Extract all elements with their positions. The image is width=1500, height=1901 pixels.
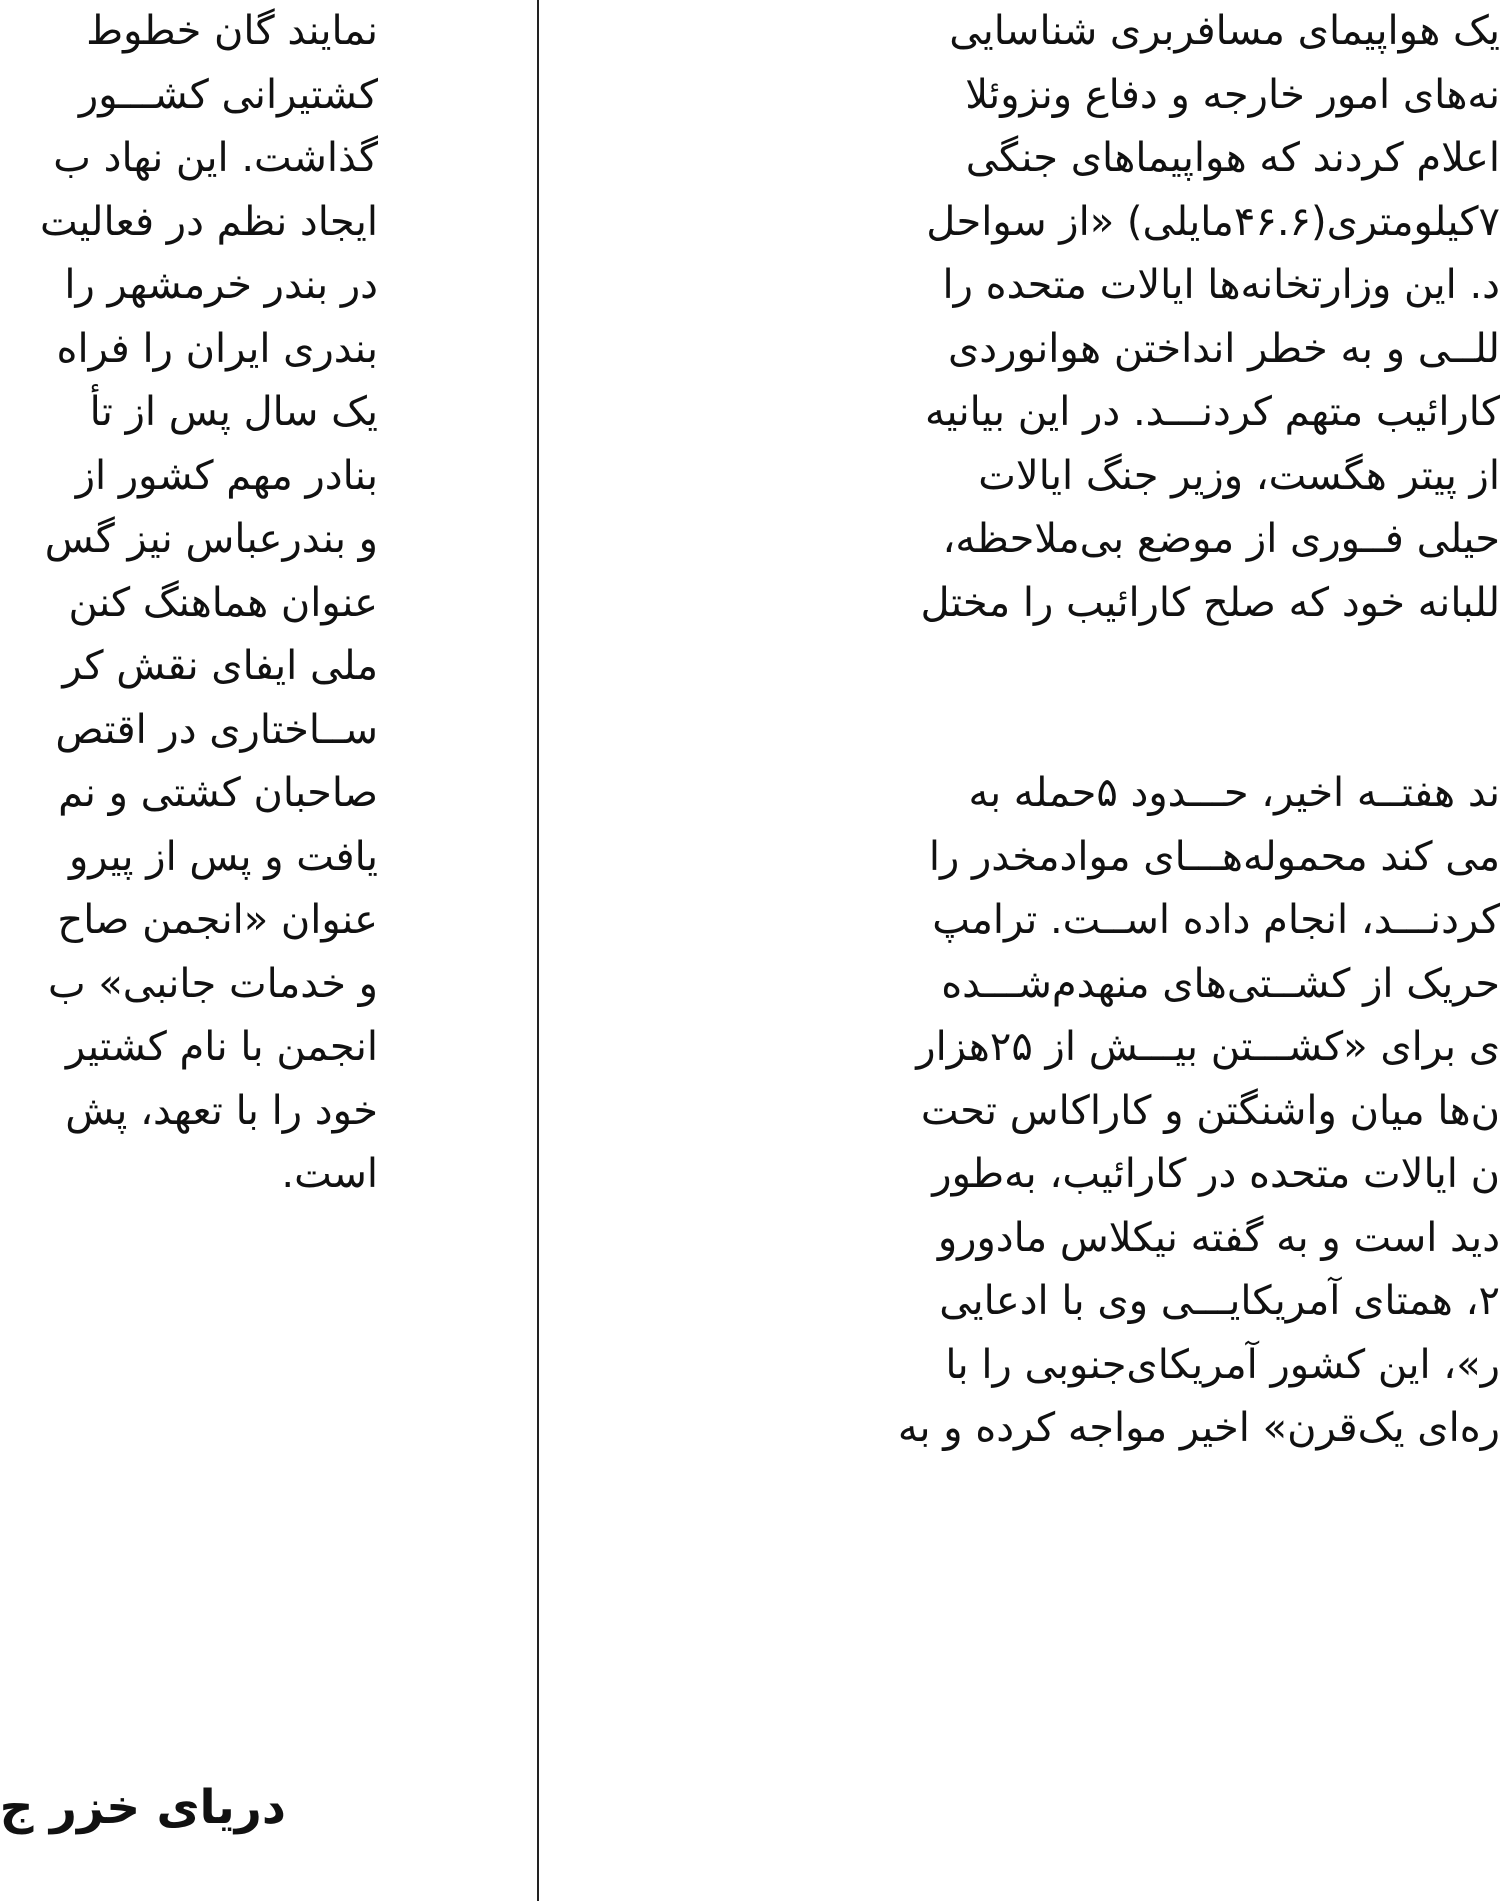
paragraph-gap — [778, 635, 1500, 699]
text-line: انجمن با نام کشتیر — [65, 1024, 378, 1070]
text-line: است. — [281, 1151, 378, 1197]
text-line: ن‌ها میان واشنگتن و کاراکاس تحت — [920, 1087, 1500, 1134]
text-line: عنوان هماهنگ کنن — [68, 579, 378, 626]
text-line: ی برای «کشـــتن بیـــش از ۲۵هزار — [916, 1024, 1500, 1070]
text-line: بندری ایران را فراه — [56, 325, 378, 372]
text-line: نمایند گان خطوط — [86, 8, 378, 54]
text-line: کارائیب متهم کردنـــد. در این بیانیه — [924, 389, 1500, 435]
text-line: للبانه خود که صلح کارائیب را مختل — [920, 579, 1500, 626]
text-line: نه‌های امور خارجه و دفاع ونزوئلا — [965, 71, 1500, 118]
text-line: از پیتر هگست، وزیر جنگ ایالات — [978, 452, 1500, 499]
text-line: ۲، همتای آمریکایـــی وی با ادعایی — [939, 1278, 1500, 1324]
text-line: یک سال پس از تأ — [89, 389, 378, 435]
text-line: بنادر مهم کشور از — [75, 452, 378, 499]
text-line: عنوان «انجمن صاح — [57, 897, 378, 943]
text-line: یافت و پس از پیرو — [68, 833, 378, 880]
text-line: کردنـــد، انجام داده اســت. ترامپ — [932, 897, 1500, 943]
paragraph-gap — [778, 699, 1500, 763]
left-text-column — [0, 0, 378, 1207]
text-line: ایجاد نظم در فعالیت — [39, 198, 378, 245]
text-line: خود را با تعهد، پش — [65, 1087, 378, 1134]
text-line: ملی ایفای نقش کر — [62, 643, 378, 689]
text-line: ند هفتــه اخیر، حـــدود ۵حمله به — [968, 770, 1500, 816]
text-line: د. این وزارتخانه‌ها ایالات متحده را — [942, 262, 1500, 308]
column-divider — [537, 0, 539, 1901]
right-text-column — [778, 0, 1500, 1461]
text-line: در بندر خرمشهر را — [64, 262, 378, 308]
text-line: و خدمات جانبی» ب — [47, 960, 378, 1007]
text-line: و بندرعباس نیز گس — [44, 516, 378, 562]
text-line: می کند محموله‌هـــای موادمخدر را — [928, 833, 1500, 880]
text-line: ســاختاری در اقتص — [55, 706, 378, 753]
text-line: حیلی فــوری از موضع بی‌ملاحظه، — [942, 516, 1500, 562]
text-line: ره‌ای یک‌قرن» اخیر مواجه کرده و به — [897, 1405, 1500, 1451]
text-line: صاحبان کشتی و نم — [58, 770, 378, 816]
text-line: یک هواپیمای مسافربری شناسایی — [949, 8, 1500, 54]
text-line: للــی و به خطر انداختن هوانوردی — [948, 325, 1500, 372]
text-line: گذاشت. این نهاد ب — [53, 135, 378, 181]
text-line: حریک از کشــتی‌های منهدم‌شـــده — [941, 960, 1500, 1007]
text-line: دید است و به گفته نیکلاس مادورو — [937, 1214, 1500, 1261]
text-line: کشتیرانی کشـــور — [78, 71, 378, 118]
text-line: ن ایالات متحده در کارائیب، به‌طور — [932, 1151, 1500, 1197]
text-line: اعلام کردند که هواپیماهای جنگی — [965, 135, 1500, 181]
text-line: ۷کیلومتری(۴۶.۶مایلی) «از سواحل — [926, 198, 1500, 245]
section-heading: دریای خزر ج — [0, 1780, 286, 1835]
text-line: ر»، این کشور آمریکای‌جنوبی را با — [945, 1341, 1500, 1388]
